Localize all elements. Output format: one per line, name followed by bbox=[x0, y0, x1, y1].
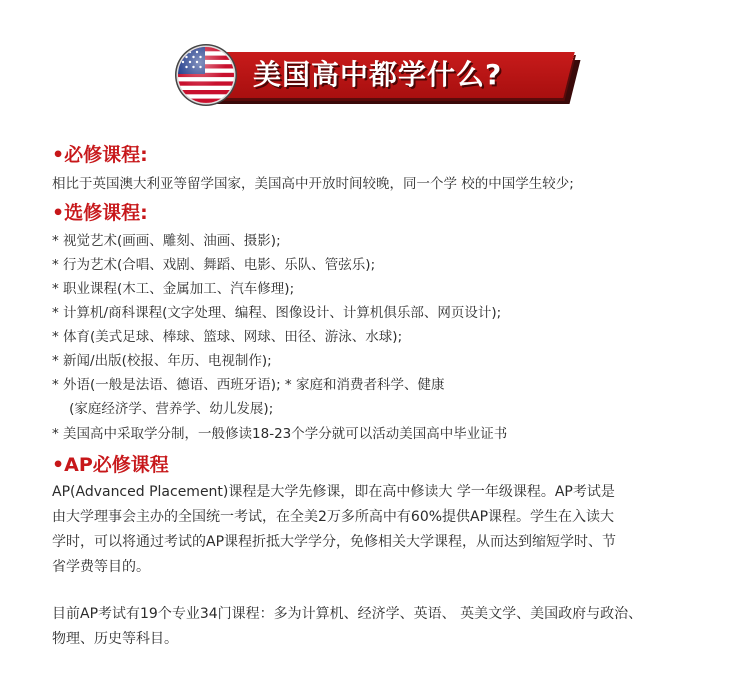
elective-item: (家庭经济学、营养学、幼儿发展); bbox=[52, 401, 274, 417]
ap-exam-line: 目前AP考试有19个专业34门课程：多为计算机、经济学、英语、 英美文学、美国政府与政治、 bbox=[52, 606, 643, 622]
ap-para-line: 学时，可以将通过考试的AP课程折抵大学学分，免修相关大学课程，从而达到缩短学时、节 bbox=[52, 534, 617, 550]
elective-item: * 外语(一般是法语、德语、西班牙语); * 家庭和消费者科学、健康 bbox=[52, 377, 445, 393]
elective-item: * 职业课程(木工、金属加工、汽车修理); bbox=[52, 281, 295, 297]
elective-item: * 计算机/商科课程(文字处理、编程、图像设计、计算机俱乐部、网页设计); bbox=[52, 305, 502, 321]
ap-exam-line: 物理、历史等科目。 bbox=[52, 631, 178, 647]
ap-para-line: 省学费等目的。 bbox=[52, 559, 150, 575]
ap-courses-title: •AP必修课程 bbox=[52, 454, 169, 476]
elective-courses-title: •选修课程: bbox=[52, 202, 148, 224]
required-courses-text: 相比于英国澳大利亚等留学国家，美国高中开放时间较晚，同一个学 校的中国学生较少; bbox=[52, 176, 574, 192]
required-courses-title: •必修课程: bbox=[52, 144, 148, 166]
elective-item: * 新闻/出版(校报、年历、电视制作); bbox=[52, 353, 272, 369]
elective-item: * 行为艺术(合唱、戏剧、舞蹈、电影、乐队、管弦乐); bbox=[52, 257, 376, 273]
ap-para-line: AP(Advanced Placement)课程是大学先修课，即在高中修读大 学一年级课程。AP考试是 bbox=[52, 484, 615, 500]
elective-item: * 视觉艺术(画画、雕刻、油画、摄影); bbox=[52, 233, 281, 249]
elective-item: * 美国高中采取学分制，一般修读18-23个学分就可以活动美国高中毕业证书 bbox=[52, 426, 508, 442]
page-title: 美国高中都学什么? bbox=[253, 58, 503, 91]
page-header bbox=[175, 38, 605, 110]
elective-item: * 体育(美式足球、棒球、篮球、网球、田径、游泳、水球); bbox=[52, 329, 403, 345]
us-flag-icon bbox=[175, 44, 237, 106]
ap-para-line: 由大学理事会主办的全国统一考试，在全美2万多所高中有60%提供AP课程。学生在入读大 bbox=[52, 509, 615, 525]
